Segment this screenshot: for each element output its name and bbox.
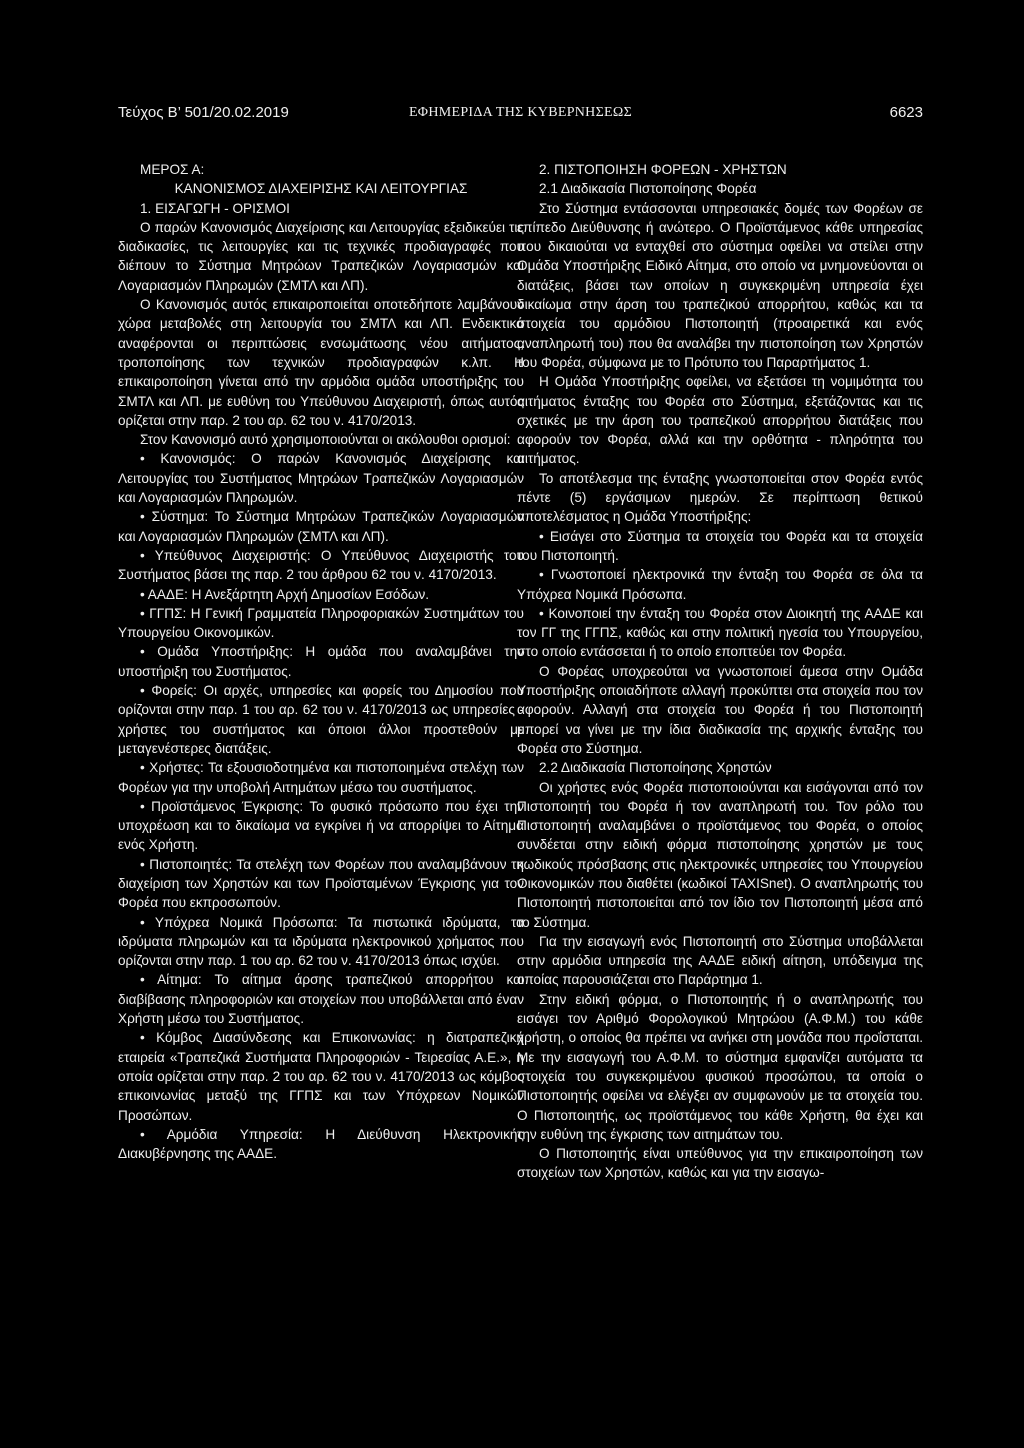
paragraph: Ο Πιστοποιητής είναι υπεύθυνος για την επικαιροποίηση των στοιχείων των Χρηστών, καθώς και για την εισαγω- [517, 1146, 923, 1181]
paragraph: Στον Κανονισμό αυτό χρησιμοποιούνται οι ακόλουθοι ορισμοί: [140, 432, 511, 448]
definition-item: • Αίτημα: Το αίτημα άρσης τραπεζικού απορρήτου και διαβίβασης πληροφοριών και στοιχείων που υποβάλλεται από έναν Χρήστη μέσω του Συστήματος. [118, 972, 524, 1027]
section-heading: 2. ΠΙΣΤΟΠΟΙΗΣΗ ΦΟΡΕΩΝ - ΧΡΗΣΤΩΝ [539, 162, 787, 177]
definition-item: • Ομάδα Υποστήριξης: Η ομάδα που αναλαμβάνει την υποστήριξη του Συστήματος. [118, 644, 524, 679]
paragraph: Η Ομάδα Υποστήριξης οφείλει, να εξετάσει τη νομιμότητα του αιτήματος ένταξης του Φορέα στο Σύστημα, εξετάζοντας και τις σχετικές με την άρση του τραπεζικού απορρήτου διατάξεις που αφορούν τον Φορέα, αλλά και την ορθότητα - πληρότητα του αιτήματος. [517, 374, 923, 467]
section-heading: 1. ΕΙΣΑΓΩΓΗ - ΟΡΙΣΜΟΙ [140, 200, 290, 216]
paragraph: Για την εισαγωγή ενός Πιστοποιητή στο Σύστημα υποβάλλεται στην αρμόδια υπηρεσία της ΑΑΔΕ ειδική αίτηση, υπόδειγμα της οποίας παρουσιάζεται στο Παράρτημα 1. [517, 933, 923, 988]
right-column [517, 160, 923, 1183]
bullet-item: • Κοινοποιεί την ένταξη του Φορέα στον Διοικητή της ΑΑΔΕ και τον ΓΓ της ΓΓΠΣ, καθώς και στην πολιτική ηγεσία του Υπουργείου, στο οποίο εντάσσεται ή το οποίο εποπτεύει τον Φορέα. [517, 605, 923, 660]
page-header [118, 101, 923, 125]
definition-item: • Αρμόδια Υπηρεσία: Η Διεύθυνση Ηλεκτρονικής Διακυβέρνησης της ΑΑΔΕ. [118, 1126, 524, 1162]
paragraph: Στην ειδική φόρμα, ο Πιστοποιητής ή ο αναπληρωτής του εισάγει τον Αριθμό Φορολογικού Μητρώου (Α.Φ.Μ.) του κάθε χρήστη, ο οποίος θα πρέπει να ανήκει στη μονάδα που προΐσταται. Με την εισαγωγή του Α.Φ.Μ. το σύστημα εμφανίζει αυτόματα τα στοιχεία του συγκεκριμένου φυσικού προσώπου, τα οποία ο Πιστοποιητής οφείλει να ελέγξει αν συμφωνούν με τα στοιχεία του. Ο Πιστοποιητής, ως προϊστάμενος του κάθε Χρήστη, θα έχει και την ευθύνη της έγκρισης των αιτημάτων του. [517, 991, 923, 1142]
left-column [118, 160, 524, 1163]
definition-item: • ΑΑΔΕ: Η Ανεξάρτητη Αρχή Δημοσίων Εσόδων. [140, 586, 430, 602]
paragraph: Το αποτέλεσμα της ένταξης γνωστοποιείται στον Φορέα εντός πέντε (5) εργάσιμων ημερών. Σε περίπτωση θετικού αποτελέσματος η Ομάδα Υποστήριξης: [517, 470, 923, 525]
paragraph: Οι χρήστες ενός Φορέα πιστοποιούνται και εισάγονται από τον Πιστοποιητή του Φορέα ή τον αναπληρωτή του. Τον ρόλο του Πιστοποιητή αναλαμβάνει ο προϊστάμενος του Φορέα, ο οποίος συνδέεται στην ειδική φόρμα πιστοποίησης χρηστών με τους κωδικούς πρόσβασης στις ηλεκτρονικές υπηρεσίες του Υπουργείου Οικονομικών που διαθέτει (κωδικοί TAXISnet). Ο αναπληρωτής του Πιστοποιητή πιστοποιείται από τον ίδιο τον Πιστοποιητή μέσα από το Σύστημα. [517, 779, 923, 930]
definition-item: • Φορείς: Οι αρχές, υπηρεσίες και φορείς του Δημοσίου που ορίζονται στην παρ. 1 του αρ. 62 του ν. 4170/2013 ως υπηρεσίες - χρήστες του συστήματος και όποιοι άλλοι προστεθούν με μεταγενέστερες διατάξεις. [118, 683, 524, 756]
paragraph: Ο παρών Κανονισμός Διαχείρισης και Λειτουργίας εξειδικεύει τις διαδικασίες, τις λειτουργίες και τις τεχνικές προδιαγραφές που διέπουν το Σύστημα Μητρώων Τραπεζικών Λογαριασμών και Λογαριασμών Πληρωμών (ΣΜΤΛ και ΛΠ). [118, 219, 524, 293]
definition-item: • Υπεύθυνος Διαχειριστής: Ο Υπεύθυνος Διαχειριστής του Συστήματος βάσει της παρ. 2 του άρθρου 62 του ν. 4170/2013. [118, 547, 524, 583]
paragraph: Ο Κανονισμός αυτός επικαιροποιείται οποτεδήποτε λαμβάνουν χώρα μεταβολές στη λειτουργία του ΣΜΤΛ και ΛΠ. Ενδεικτικά αναφέρονται οι περιπτώσεις ενσωμάτωσης νέου αιτήματος, τροποποίησης των τεχνικών προδιαγραφών κ.λπ. Η επικαιροποίηση γίνεται από την αρμόδια ομάδα υποστήριξης του ΣΜΤΛ και ΛΠ. με ευθύνη του Υπεύθυνου Διαχειριστή, όπως αυτός ορίζεται στην παρ. 2 του αρ. 62 του ν. 4170/2013. [118, 297, 524, 428]
definition-item: • Χρήστες: Τα εξουσιοδοτημένα και πιστοποιημένα στελέχη των Φορέων για την υποβολή Αιτημάτων μέσω του συστήματος. [118, 760, 524, 795]
subsection-heading: 2.1 Διαδικασία Πιστοποίησης Φορέα [539, 181, 757, 197]
paragraph: Στο Σύστημα εντάσσονται υπηρεσιακές δομές των Φορέων σε επίπεδο Διεύθυνσης ή ανώτερο. Ο Προϊστάμενος κάθε υπηρεσίας που δικαιούται να ενταχθεί στο σύστημα οφείλει να στείλει στην Ομάδα Υποστήριξης Ειδικό Αίτημα, στο οποίο να μνημονεύονται οι διατάξεις, βάσει των οποίων η συγκεκριμένη υπηρεσία έχει δικαίωμα στην άρση του τραπεζικού απορρήτου, καθώς και τα στοιχεία του αρμόδιου Πιστοποιητή (προαιρετικά και ενός αναπληρωτή του) που θα αναλάβει την πιστοποίηση των Χρηστών του Φορέα, σύμφωνα με το Πρότυπο του Παραρτήματος 1. [517, 200, 923, 370]
issue-number: Τεύχος Β’ 501/20.02.2019 [118, 104, 289, 121]
definition-item: • Υπόχρεα Νομικά Πρόσωπα: Τα πιστωτικά ιδρύματα, τα ιδρύματα πληρωμών και τα ιδρύματα ηλεκτρονικού χρήματος που ορίζονται στην παρ. 1 του αρ. 62 του ν. 4170/2013 όπως ισχύει. [118, 914, 524, 969]
definition-item: • Προϊστάμενος Έγκρισης: Το φυσικό πρόσωπο που έχει την υποχρέωση και το δικαίωμα να εγκρίνει ή να απορρίψει το Αίτημα ενός Χρήστη. [118, 798, 524, 853]
definition-item: • ΓΓΠΣ: Η Γενική Γραμματεία Πληροφοριακών Συστημάτων του Υπουργείου Οικονομικών. [118, 605, 524, 641]
definition-item: • Κανονισμός: Ο παρών Κανονισμός Διαχείρισης και Λειτουργίας του Συστήματος Μητρώων Τραπεζικών Λογαριασμών και Λογαριασμών Πληρωμών. [118, 451, 524, 506]
bullet-item: • Γνωστοποιεί ηλεκτρονικά την ένταξη του Φορέα σε όλα τα Υπόχρεα Νομικά Πρόσωπα. [517, 567, 923, 602]
part-label: ΜΕΡΟΣ Α: [140, 162, 205, 177]
part-title: ΚΑΝΟΝΙΣΜΟΣ ΔΙΑΧΕΙΡΙΣΗΣ ΚΑΙ ΛΕΙΤΟΥΡΓΙΑΣ [174, 181, 468, 197]
definition-item: • Πιστοποιητές: Τα στελέχη των Φορέων που αναλαμβάνουν τη διαχείριση των Χρηστών και των Προϊσταμένων Έγκρισης για τον Φορέα που εκπροσωπούν. [118, 856, 524, 911]
definition-item: • Κόμβος Διασύνδεσης και Επικοινωνίας: η διατραπεζική εταιρεία «Τραπεζικά Συστήματα Πληροφοριών - Τειρεσίας Α.Ε.», η οποία ορίζεται στην παρ. 2 του αρ. 62 του ν. 4170/2013 ως κόμβος επικοινωνίας μεταξύ της ΓΓΠΣ και των Υπόχρεων Νομικών Προσώπων. [118, 1030, 524, 1123]
subsection-heading: 2.2 Διαδικασία Πιστοποίησης Χρηστών [539, 760, 772, 776]
page-number: 6623 [889, 104, 923, 121]
gazette-title: ΕΦΗΜΕΡΙΔΑ ΤΗΣ ΚΥΒΕΡΝΗΣΕΩΣ [408, 105, 633, 120]
definition-item: • Σύστημα: Το Σύστημα Μητρώων Τραπεζικών Λογαριασμών και Λογαριασμών Πληρωμών (ΣΜΤΛ και ΛΠ). [118, 509, 524, 544]
paragraph: Ο Φορέας υποχρεούται να γνωστοποιεί άμεσα στην Ομάδα Υποστήριξης οποιαδήποτε αλλαγή προκύπτει στα στοιχεία που τον αφορούν. Αλλαγή στα στοιχεία του Φορέα ή του Πιστοποιητή μπορεί να γίνει με την ίδια διαδικασία της αρχικής ένταξης του Φορέα στο Σύστημα. [517, 663, 923, 756]
bullet-item: • Εισάγει στο Σύστημα τα στοιχεία του Φορέα και τα στοιχεία του Πιστοποιητή. [517, 528, 923, 563]
